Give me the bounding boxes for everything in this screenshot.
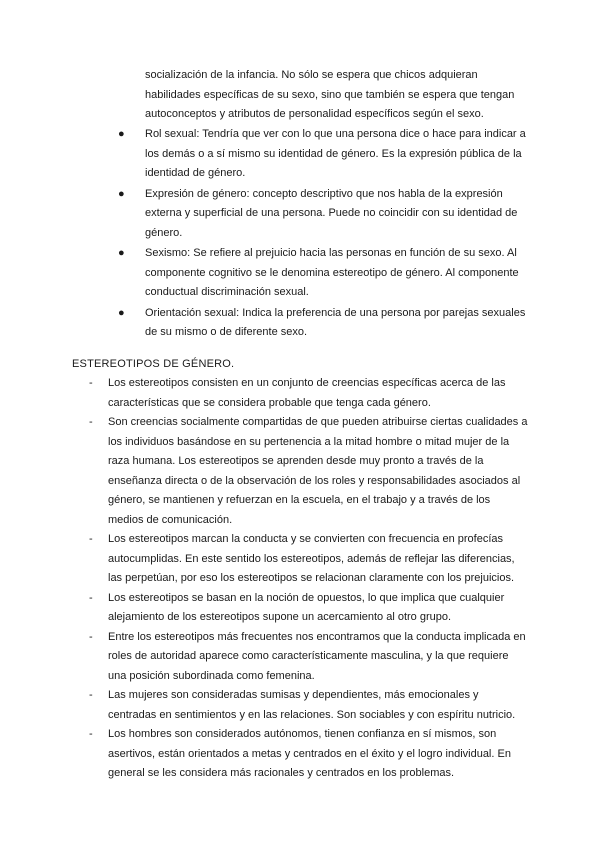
dash-marker: - bbox=[89, 591, 93, 604]
bullet-item-expresion-genero bbox=[118, 185, 535, 244]
dash-text: Los estereotipos consisten en un conjunto de creencias específicas acerca de las características que se considera probable que tenga cada género. bbox=[108, 377, 506, 409]
section-heading: ESTEREOTIPOS DE GÉNERO. bbox=[72, 358, 235, 370]
dash-item bbox=[89, 413, 528, 530]
dash-item bbox=[89, 725, 528, 784]
bullet-dot-icon: ● bbox=[118, 247, 125, 259]
dash-text: Los estereotipos marcan la conducta y se convierten con frecuencia en profecías autocumplidas. En este sentido los estereotipos, además de reflejar las diferencias, las perpetúan, por eso los estereotipos se relacionan claramente con los prejuicios. bbox=[108, 533, 515, 584]
bullet-text: Expresión de género: concepto descriptivo que nos habla de la expresión externa y superficial de una persona. Puede no coincidir con su identidad de género. bbox=[145, 187, 518, 239]
dash-marker: - bbox=[89, 533, 93, 545]
bullet-text: Rol sexual: Tendría que ver con lo que una persona dice o hace para indicar a los demás o a sí mismo su identidad de género. Es la expresión pública de la identidad de género. bbox=[145, 128, 526, 179]
dash-text: Los hombres son considerados autónomos, tienen confianza en sí mismos, son asertivos, están orientados a metas y centrados en el éxito y el logro individual. En general se les considera más racionales y centrados en los problemas. bbox=[108, 728, 511, 779]
bullet-dot-icon: ● bbox=[118, 128, 125, 140]
bullet-text: Orientación sexual: Indica la preferencia de una persona por parejas sexuales de su mismo o de diferente sexo. bbox=[145, 306, 526, 338]
bullet-dot-icon: ● bbox=[118, 306, 125, 319]
dash-marker: - bbox=[89, 377, 93, 389]
bullet-item-rol-sexual bbox=[118, 125, 535, 184]
dash-text: Son creencias socialmente compartidas de que pueden atribuirse ciertas cualidades a los individuos basándose en su pertenencia a la mitad hombre o mitad mujer de la raza humana. Los estereotipos se aprenden desde muy pronto a través de la enseñanza directa o de la observación de los roles y responsabilidades asociados al género, se mantienen y refuerzan en la escuela, en el trabajo y a través de los medios de comunicación. bbox=[108, 416, 528, 526]
definition-bullet-list bbox=[118, 125, 535, 344]
dash-text: Entre los estereotipos más frecuentes nos encontramos que la conducta implicada en roles de autoridad aparece como característicamente masculina, y la que requiere una posición subordinada como femenina. bbox=[108, 630, 526, 682]
dash-text: Los estereotipos se basan en la noción de opuestos, lo que implica que cualquier alejamiento de los estereotipos supone un acercamiento al otro grupo. bbox=[108, 591, 505, 623]
bullet-text: Sexismo: Se refiere al prejuicio hacia las personas en función de su sexo. Al componente cognitivo se le denomina estereotipo de género. Al componente conductual discriminación sexual. bbox=[145, 247, 519, 298]
bullet-dot-icon: ● bbox=[118, 187, 125, 200]
dash-item bbox=[89, 530, 528, 589]
continuation-paragraph: socialización de la infancia. No sólo se espera que chicos adquieran habilidades específicas de su sexo, sino que también se espera que tengan autoconceptos y atributos de personalidad específicos según el sexo. bbox=[145, 69, 515, 120]
dash-marker: - bbox=[89, 689, 93, 701]
dash-item bbox=[89, 374, 528, 413]
dash-marker: - bbox=[89, 416, 93, 428]
dash-marker: - bbox=[89, 728, 93, 740]
dash-text: Las mujeres son consideradas sumisas y dependientes, más emocionales y centradas en sentimientos y en las relaciones. Son sociables y con espíritu nutricio. bbox=[108, 689, 516, 721]
stereotype-dash-list bbox=[89, 374, 528, 784]
dash-item bbox=[89, 686, 528, 725]
bullet-item-sexismo bbox=[118, 244, 535, 303]
dash-item bbox=[89, 589, 528, 628]
dash-marker: - bbox=[89, 630, 93, 643]
dash-item bbox=[89, 628, 528, 687]
bullet-item-orientacion-sexual bbox=[118, 304, 535, 343]
